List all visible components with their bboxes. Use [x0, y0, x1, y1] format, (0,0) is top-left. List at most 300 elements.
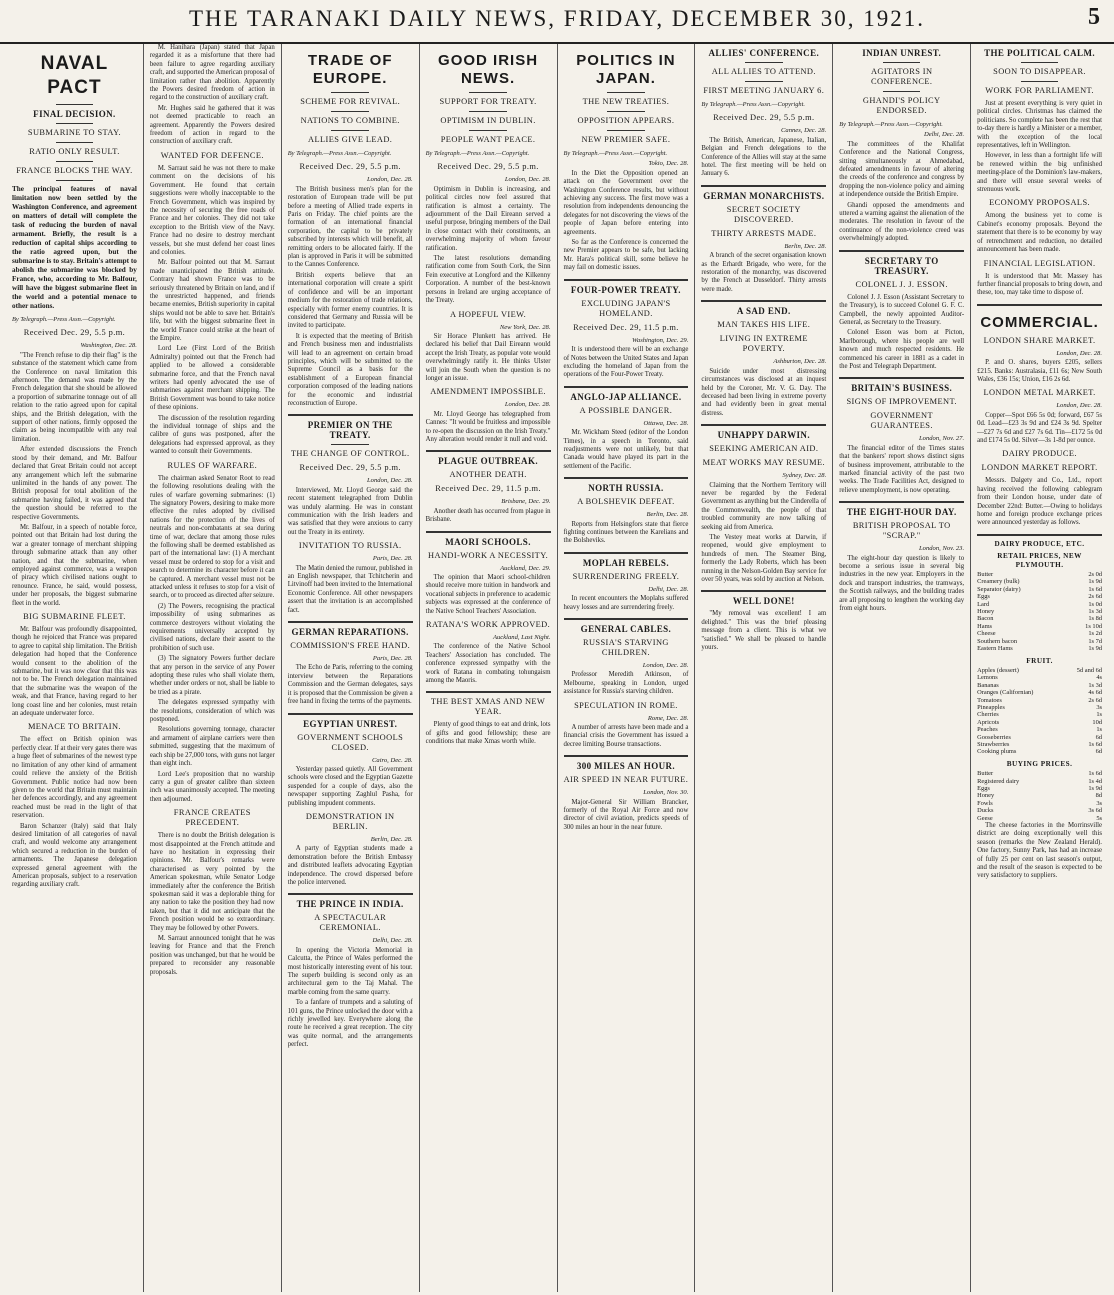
- price-row: [977, 741, 1102, 748]
- paragraph: Copper—Spot £66 5s 0d; forward, £67 5s 0d. Lead—£23 3s 9d and £24 3s 9d. Spelter—£27 7s 6d and £27 7s 6d. Tin—£172 5s 0d and £174 5s 0d. Silver—3s 1-8d per ounce.: [977, 411, 1102, 444]
- subhead: THIRTY ARRESTS MADE.: [711, 228, 817, 238]
- place-date: Cairo, Dec. 28.: [372, 756, 413, 764]
- headline-maori-schools: MAORI SCHOOLS.: [445, 536, 531, 547]
- subhead: FRANCE CREATES PRECEDENT.: [173, 808, 251, 828]
- subhead: AMENDMENT IMPOSSIBLE.: [430, 387, 546, 397]
- price-value: 1s 6d: [1088, 740, 1102, 748]
- subhead: MENACE TO BRITAIN.: [27, 722, 121, 732]
- subhead: LONDON SHARE MARKET.: [983, 335, 1096, 345]
- subhead: FINANCIAL LEGISLATION.: [983, 258, 1096, 268]
- price-value: 1s 8d: [1088, 615, 1102, 623]
- page-columns: [6, 44, 1108, 1292]
- price-value: 6d: [1095, 748, 1102, 756]
- price-item: Lemons: [977, 674, 998, 682]
- paragraph: In recent encounters the Moplahs suffered heavy losses and are surrendering freely.: [563, 595, 689, 611]
- price-row: [977, 586, 1102, 593]
- paragraph: Colonel Esson was born at Picton, Marlborough, where his people are well known and much respected residents. He commenced his career in 1881 as a cadet in the Post and Telegraph Department.: [839, 329, 965, 370]
- paragraph: Plenty of good things to eat and drink, lots of gifts and good fellowship; these are conditions that make Xmas worth while.: [425, 721, 551, 746]
- price-row: [977, 785, 1102, 792]
- subhead: THE CHANGE OF CONTROL.: [290, 449, 410, 459]
- price-item: Honey: [977, 608, 995, 616]
- subhead: A POSSIBLE DANGER.: [579, 405, 673, 415]
- price-item: Hams: [977, 622, 993, 630]
- paragraph: (2) The Powers, recognising the practical impossibility of using submarines as commerce destroyers without violating the requirements universally accepted by civilised nations, declare their assent to the prohibition of such use.: [149, 602, 275, 652]
- market-title: DAIRY PRODUCE, ETC.: [994, 539, 1085, 548]
- paragraph: The cheese factories in the Morrinsville district are doing exceptionally well this season (remarks the New Zealand Herald). One factory, Sunny Park, has had an increase of fully 25 per cent on last season's output, and the result of the season is expected to be very satisfactory to suppliers.: [977, 822, 1102, 880]
- column-trade-of-europe: [282, 44, 420, 1292]
- price-value: 1s 9d: [1088, 645, 1102, 653]
- subhead: HANDI-WORK A NECESSITY.: [428, 550, 549, 560]
- paragraph: Just at present everything is very quiet in political circles. Christmas has claimed the politicians. So complete has been the rest that to-day there is hardly a Minister or a member, with the exception of the local representatives, left in Wellington.: [977, 100, 1102, 150]
- paragraph: A number of arrests have been made and a financial crisis the Government has issued a decree limiting Bourse transactions.: [563, 724, 689, 748]
- paragraph: Colonel J. J. Esson (Assistant Secretary to the Treasury), is to succeed Colonel G. F. C. Campbell, the newly appointed Auditor-General, as Secretary to the Treasury.: [839, 293, 965, 326]
- price-item: Cheese: [977, 630, 996, 638]
- price-row: [977, 638, 1102, 645]
- price-row: [977, 800, 1102, 807]
- subhead: GHANDI'S POLICY ENDORSED.: [862, 96, 941, 115]
- paragraph: Professor Meredith Atkinson, of Melbourne, speaking in London, urged assistance for Russia's starving children.: [563, 671, 689, 696]
- subhead: SEEKING AMERICAN AID.: [709, 444, 819, 454]
- price-item: Lard: [977, 600, 990, 608]
- subhead: ALL ALLIES TO ATTEND.: [711, 67, 816, 76]
- price-item: Strawberries: [977, 740, 1010, 748]
- paragraph: The delegates expressed sympathy with the resolutions, consideration of which was postponed.: [149, 699, 275, 724]
- fruit-title: FRUIT.: [1026, 656, 1053, 665]
- market-subtitle: RETAIL PRICES, NEW PLYMOUTH.: [997, 552, 1082, 569]
- price-value: 3s: [1096, 703, 1102, 711]
- price-item: Fowls: [977, 799, 993, 807]
- price-value: 3s: [1096, 799, 1102, 807]
- price-item: Southern bacon: [977, 637, 1018, 645]
- paragraph: It is understood there will be an exchange of Notes between the United States and Japan excluding the homeland of Japan from the operations of the Four-Power Treaty.: [563, 346, 689, 379]
- paragraph: The discussion of the resolution regarding the individual tonnage of ships and the calibre of guns was postponed, after the delegations had expressed approval, as they wanted to consult their Governments.: [149, 414, 275, 456]
- received-time: Received Dec. 29, 5.5 p.m.: [437, 162, 539, 172]
- headline-north-russia: NORTH RUSSIA.: [588, 483, 664, 494]
- place-date: Paris, Dec. 28.: [372, 555, 413, 563]
- price-value: 6d: [1095, 733, 1102, 741]
- price-row: [977, 645, 1102, 652]
- place-date: Ashburton, Dec. 28.: [773, 358, 827, 366]
- subhead: AIR SPEED IN NEAR FUTURE.: [563, 775, 689, 785]
- paragraph: In opening the Victoria Memorial in Calcutta, the Prince of Wales performed the most historically interesting event of his tour. The superb building is second only as an architectural gem to the Taj Mahal. The marble coming from the same quarry.: [287, 946, 413, 996]
- place-date: Washington, Dec. 28.: [80, 342, 137, 350]
- place-date: London, Dec. 28.: [1056, 349, 1102, 357]
- subhead: ALLIES GIVE LEAD.: [308, 135, 393, 144]
- subhead: RATANA'S WORK APPROVED.: [426, 620, 551, 630]
- dateline: By Telegraph.—Press Assn.—Copyright.: [287, 150, 392, 157]
- place-date: Paris, Dec. 28.: [372, 655, 413, 663]
- paragraph: Lord Lee (First Lord of the British Admiralty) pointed out that the French had applied to be allowed a considerable submarine force, and that the French naval writers had openly advocated the use of submarines against merchant shipping. The British Government was bound to take notice of these opinions.: [149, 345, 275, 412]
- paragraph: Another death has occurred from plague in Brisbane.: [425, 507, 551, 524]
- price-value: 1s 3d: [1088, 681, 1102, 689]
- subhead: A HOPEFUL VIEW.: [449, 309, 527, 319]
- price-row: [977, 578, 1102, 585]
- headline-anglo-jap-alliance: ANGLO-JAP ALLIANCE.: [570, 391, 682, 402]
- paragraph: In the Diet the Opposition opened an attack on the Government over the Washington Conference results, but without achieving any success. The first move was a resolution from independents denouncing the delegates for not discovering the views of the people of Japan before entering into agreements.: [563, 169, 689, 236]
- subhead: SCHEME FOR REVIVAL.: [300, 97, 401, 106]
- subhead: LONDON METAL MARKET.: [983, 388, 1096, 398]
- place-date: Auckland, Last Night.: [492, 634, 551, 642]
- headline-premier-on-treaty: PREMIER ON THE TREATY.: [307, 420, 393, 441]
- paragraph: So far as the Conference is concerned the new Premier appears to be safe, but lacking Mr. Hara's political skill, some believe he may fail on domestic issues.: [563, 239, 689, 272]
- subhead: SUPPORT FOR TREATY.: [439, 97, 537, 106]
- price-item: Butter: [977, 571, 994, 579]
- paragraph: M. Hanihara (Japan) stated that Japan regarded it as a misfortune that there had been failure to agree regarding auxiliary craft, and supported the American proposal of limitation rather than abolition. Apparently the Powers desired freedom of action in regard to the construction of auxiliary craft.: [149, 44, 275, 102]
- paragraph: The British, American, Japanese, Italian, Belgian and French delegations to the Conference of the Allies will stay at the same hotel. The first meeting will be held on January 6.: [701, 136, 827, 178]
- price-value: 1s 3d: [1088, 608, 1102, 616]
- headline-political-calm: THE POLITICAL CALM.: [984, 48, 1095, 58]
- paragraph: Sir Horace Plunkett has arrived. He declared his belief that Dail Eireann would accept the Irish Treaty, as popular vote would overwhelmingly ratify it. He thinks Ulster will join the South when the question is no longer an issue.: [425, 332, 551, 382]
- paragraph: The chairman asked Senator Root to read the following resolutions dealing with the rules of warfare governing submarines: (1) The signatory Powers, desiring to make more effective the rules adopted by civilised nations for the protection of the lives of neutrals and non-combatants at sea during time of war, declare that among those rules the following shall be deemed established as part of the international law: (1) A merchant vessel must be ordered to stop for a visit and search to determine its character before it can be captured. A merchant vessel must not be attacked unless it refuses to stop for a visit of search, or to proceed as directed after seizure.: [149, 474, 275, 600]
- price-item: Eggs: [977, 785, 990, 792]
- subhead: THE BEST XMAS AND NEW YEAR.: [430, 697, 546, 717]
- headline-plague-outbreak: PLAGUE OUTBREAK.: [438, 456, 539, 467]
- subhead: FIRST MEETING JANUARY 6.: [703, 86, 825, 95]
- price-value: 4s: [1096, 674, 1102, 682]
- paragraph: British experts believe that an international corporation will create a spirit of confidence and will be an important medium for the restoration of trade relations, especially with former enemy countries. It is considered that Germany and Russia will be invited to participate.: [287, 271, 413, 330]
- place-date: London, Dec. 28.: [367, 477, 413, 485]
- paragraph: Resolutions governing tonnage, character and armament of airplane carriers were then submitted, suggesting that the maximum of each ship be 27,000 tons, with guns not larger than eight inch.: [149, 726, 275, 768]
- headline-trade-of-europe: TRADE OF EUROPE.: [307, 52, 393, 87]
- paragraph: (3) The signatory Powers further declare that any person in the service of any Power adopting these rules who shall violate them, whether under orders or not, shall be liable to be tried as a pirate.: [149, 655, 275, 696]
- paragraph: The financial editor of the Times states that the bankers' report shows distinct signs of business improvement, attributable to the marked financial activity of the past two weeks. The Trade Facilities Act, designed to relieve unemployment, is now operating.: [839, 444, 965, 494]
- subhead: PEOPLE WANT PEACE.: [440, 135, 536, 144]
- place-date: Berlin, Dec. 28.: [784, 242, 827, 250]
- buying-prices-table: [977, 770, 1102, 822]
- paragraph: The opinion that Maori school-children should receive more tuition in handwork and vocational subjects in preference to academic subjects was expressed at the conference of the Native School Teachers' Association.: [425, 574, 551, 615]
- price-item: Creamery (bulk): [977, 578, 1020, 586]
- dateline: By Telegraph.—Press Assn.—Copyright.: [12, 316, 116, 323]
- paragraph: Interviewed, Mr. Lloyd George said the recent statement telegraphed from Dublin was unduly alarming. He was in constant communication with the Irish leaders and was satisfied that they were anxious to carry out the Treaty in its entirety.: [287, 486, 413, 536]
- price-value: 1s: [1096, 726, 1102, 734]
- price-value: 1s 9d: [1088, 578, 1102, 586]
- subhead: MEAT WORKS MAY RESUME.: [702, 458, 825, 468]
- retail-prices-table: [977, 571, 1102, 652]
- headline-egyptian-unrest: EGYPTIAN UNREST.: [303, 718, 398, 729]
- paragraph: There is no doubt the British delegation is most disappointed at the French attitude and have no hesitation in expressing their opinions. Mr. Balfour's remarks were characterised as very pointed by the American spokesman, while Senator Lodge immediately after the conference the British spokesman said it was a deplorable thing for any nation to take the position they had now taken, but that it did not anticipate that the French position would be so extraordinary. They may be followed by other Powers.: [149, 832, 275, 932]
- paragraph: Messrs. Dalgety and Co., Ltd., report having received the following cablegram from their London house, under date of December 22nd: Butter.—Owing to holidays home and foreign produce exchange prices were announced yesterday as follows.: [977, 477, 1102, 527]
- paragraph: Ghandi opposed the amendments and uttered a warning against the alienation of the moderates. The resolution in favour of the continuance of the non-violence creed was overwhelmingly adopted.: [839, 201, 965, 243]
- price-item: Pineapples: [977, 703, 1005, 711]
- subhead: A BOLSHEVIK DEFEAT.: [577, 497, 675, 507]
- price-row: [977, 726, 1102, 733]
- paragraph: Mr. Balfour, in a speech of notable force, pointed out that Britain had lost during the war a greater tonnage of merchant shipping through submarine attack than any other nation, and that the submarine, when employed against commerce, was a weapon of piracy which civilised nations ought to renounce. France, he said, would possess, under her proposals, the biggest submarine fleet in the world.: [12, 523, 137, 607]
- subhead: GOVERNMENT SCHOOLS CLOSED.: [297, 732, 404, 752]
- paragraph: The British business men's plan for the restoration of European trade will be put before a meeting of Allied trade experts in Paris on Friday. The chief points are the formation of an international financial corporation, the capital to be privately subscribed by interests which will benefit, all remitting orders to be allocated fairly. If the plan is approved in Paris it will be submitted to the Cannes Conference.: [287, 185, 413, 269]
- paragraph: "The French refuse to dip their flag" is the substance of the statement which came from the Conference on naval limitation this afternoon. The demand was made by the French delegation that she should be allowed a proportion of submarine tonnage out of all relation to the ratio agreed upon for capital ships, and the British delegation, with the support of other nations, firmly opposed the claim as being incompatible with any real limitation.: [12, 351, 137, 443]
- headline-four-power-treaty: FOUR-POWER TREATY.: [570, 284, 681, 295]
- headline-naval-pact: NAVAL PACT: [40, 53, 109, 98]
- subhead: LONDON MARKET REPORT.: [981, 463, 1098, 473]
- subhead: NEW PREMIER SAFE.: [581, 135, 671, 144]
- price-value: 8d: [1095, 792, 1102, 800]
- paragraph: The Vestey meat works at Darwin, if reopened, would give employment to hundreds of men. The Steamer Bing, formerly the Lady Roberts, which has been running in the Nelson-Golden Bay service for over 50 years, was sold by auction at Nelson.: [701, 533, 827, 583]
- headline-allies-conference: ALLIES' CONFERENCE.: [708, 48, 820, 58]
- place-date: London, Nov. 30.: [643, 789, 689, 797]
- price-value: 1s 7d: [1088, 637, 1102, 645]
- subhead: FINAL DECISION.: [33, 109, 116, 119]
- place-date: London, Dec. 28.: [504, 401, 551, 409]
- paragraph: Among the business yet to come is Cabinet's economy proposals. Beyond the statement that there is to be economy by way of retrenchment and reduction, no detailed announcement has been made.: [977, 212, 1102, 254]
- dateline: By Telegraph.—Press Assn.—Copyright.: [425, 150, 530, 157]
- price-value: 1s 10d: [1085, 622, 1102, 630]
- paragraph: Reports from Helsingfors state that fierce fighting continues between the Karelians and the Bolsheviks.: [563, 520, 689, 545]
- headline-moplah-rebels: MOPLAH REBELS.: [582, 557, 669, 568]
- place-date: London, Dec. 28.: [1056, 402, 1102, 410]
- subhead: ECONOMY PROPOSALS.: [989, 198, 1091, 208]
- subhead: SPECULATION IN ROME.: [574, 700, 678, 710]
- price-value: 2s 6d: [1088, 696, 1102, 704]
- price-value: 1s 0d: [1088, 600, 1102, 608]
- subhead: MAN TAKES HIS LIFE.: [717, 320, 811, 330]
- place-date: Auckland, Dec. 29.: [500, 564, 551, 572]
- headline-a-sad-end: A SAD END.: [736, 306, 791, 317]
- subhead: BRITISH PROPOSAL TO "SCRAP.": [852, 521, 951, 541]
- subhead: EXCLUDING JAPAN'S HOMELAND.: [581, 298, 671, 318]
- price-row: [977, 815, 1102, 822]
- price-row: [977, 571, 1102, 578]
- price-value: 3s 6d: [1088, 807, 1102, 815]
- price-item: Butter: [977, 770, 994, 778]
- headline-german-reparations: GERMAN REPARATIONS.: [291, 627, 409, 638]
- place-date: Delhi, Dec. 28.: [924, 131, 965, 139]
- price-item: Eggs: [977, 593, 990, 601]
- price-value: 5d and 6d: [1076, 666, 1102, 674]
- headline-good-irish-news: GOOD IRISH NEWS.: [438, 52, 539, 87]
- paragraph: Yesterday passed quietly. All Government schools were closed and the Egyptian Gazette suspended for a couple of days, also the newspaper supporting Zaghlul Pasha, for publishing impudent comments.: [287, 765, 413, 807]
- price-item: Cherries: [977, 711, 999, 719]
- paragraph: The conference of the Native School Teachers' Association has concluded. The conference expressed sympathy with the work of Ratana in combating tohungaism among the Maoris.: [425, 643, 551, 685]
- paragraph: The Matin denied the rumour, published in an English newspaper, that Tchitcherin and Litvinoff had been invited to the International Economic Conference. All other newspapers assert that the invitation is an accomplished fact.: [287, 564, 413, 614]
- newspaper-title: THE TARANAKI DAILY NEWS, FRIDAY, DECEMBER 30, 1921.: [188, 6, 926, 31]
- place-date: Berlin, Dec. 28.: [646, 511, 689, 519]
- headline-300-miles-an-hour: 300 MILES AN HOUR.: [576, 761, 676, 772]
- paragraph: The committees of the Khalifat Conference and the National Congress, sitting simultaneously at Ahmedabad, defeated amendments in favour of altering the creeds of the conference and congress by dropping the non-violence policy and aiming at independence outside the British Empire.: [839, 140, 965, 199]
- headline-eight-hour-day: THE EIGHT-HOUR DAY.: [846, 507, 957, 518]
- price-item: Apricots: [977, 718, 1000, 726]
- place-date: Delhi, Dec. 28.: [648, 585, 689, 593]
- paragraph: It is understood that Mr. Massey has further financial proposals to bring down, and these, too, may take time to dispose of.: [977, 272, 1102, 297]
- subhead: BIG SUBMARINE FLEET.: [23, 612, 126, 621]
- place-date: London, Nov. 23.: [919, 545, 965, 553]
- price-item: Gooseberries: [977, 733, 1011, 741]
- received-time: Received Dec. 29, 11.5 p.m.: [435, 484, 541, 494]
- received-time: Received Dec. 29, 5.5 p.m.: [23, 328, 126, 338]
- price-row: [977, 807, 1102, 814]
- price-value: 4s 6d: [1088, 689, 1102, 697]
- paragraph: The eight-hour day question is likely to become a serious issue in several big industries in the new year. Employers in the dock and transport industries, the tramways, the Scottish railways, and the building trades are all proposing to lengthen the working day from eight hours.: [839, 554, 965, 613]
- place-date: London, Dec. 28.: [367, 176, 413, 184]
- price-item: Cooking plums: [977, 748, 1017, 756]
- subhead: GOVERNMENT GUARANTEES.: [870, 411, 933, 431]
- price-item: Ducks: [977, 807, 994, 815]
- dateline: By Telegraph.—Press Assn.—Copyright.: [701, 101, 805, 108]
- price-value: 1s 4d: [1088, 777, 1102, 785]
- fruit-prices-table: [977, 667, 1102, 756]
- subhead: SIGNS OF IMPROVEMENT.: [846, 397, 957, 407]
- subhead: LIVING IN EXTREME POVERTY.: [719, 334, 808, 354]
- subhead: OPPOSITION APPEARS.: [577, 116, 675, 125]
- subhead: SUBMARINE TO STAY.: [27, 128, 121, 137]
- place-date: Tokio, Dec. 28.: [648, 160, 689, 168]
- subhead: SOON TO DISAPPEAR.: [993, 67, 1086, 76]
- headline-well-done: WELL DONE!: [732, 596, 795, 607]
- price-row: [977, 623, 1102, 630]
- price-row: [977, 719, 1102, 726]
- paragraph: M. Sarraut announced tonight that he was leaving for France and that the French position was unchanged, but that he would be prepared to reconsider any reasonable proposals.: [149, 935, 275, 976]
- place-date: Washington, Dec. 29.: [632, 336, 689, 344]
- price-value: 1s 6d: [1088, 770, 1102, 778]
- price-value: 1s 9d: [1088, 785, 1102, 792]
- subhead: DEMONSTRATION IN BERLIN.: [305, 811, 395, 831]
- headline-commercial: COMMERCIAL.: [980, 313, 1099, 331]
- paragraph: To a fanfare of trumpets and a saluting of 101 guns, the Prince unlocked the door with a richly jewelled key. Everywhere along the route he received a great reception. The city was quite normal, and the arrangements perfect.: [287, 999, 413, 1049]
- subhead: OPTIMISM IN DUBLIN.: [440, 116, 536, 125]
- paragraph: Mr. Balfour pointed out that M. Sarraut made unanticipated the British attitude. Contrary had shown France was to be seriously threatened by Britain on land, and if the unrestricted happened, and friends became enemies, British superiority in capital ships would not be able to save her. Britain's life, but with the biggest submarine fleet in the world France could strike at the heart of the Empire.: [149, 259, 275, 342]
- paragraph: Baron Schanzer (Italy) said that Italy desired limitation of all categories of naval craft, and would welcome any arrangement which secured a reduction in the burden of armaments. The Japanese delegation expressed general agreement with the American proposals, subject to a reservation regarding auxiliary craft.: [12, 822, 137, 889]
- price-value: 2s 0d: [1088, 571, 1102, 579]
- subhead: INVITATION TO RUSSIA.: [298, 541, 402, 551]
- paragraph: It is expected that the meeting of British and French business men and industrialists will lead to an agreement on certain broad principles, which will be submitted to the Supreme Council as a basis for the establishment of a European financial corporation composed of the leading nations for the economic and industrial reconstruction of Europe.: [287, 332, 413, 407]
- price-item: Bacon: [977, 615, 994, 623]
- price-item: Tomatoes: [977, 696, 1002, 704]
- price-item: Bananas: [977, 681, 999, 689]
- subhead: FRANCE BLOCKS THE WAY.: [16, 166, 133, 175]
- place-date: London, Nov. 27.: [919, 435, 965, 443]
- place-date: Delhi, Dec. 28.: [372, 937, 413, 945]
- price-row: [977, 615, 1102, 622]
- place-date: Berlin, Dec. 28.: [370, 835, 413, 843]
- price-item: Apples (dessert): [977, 666, 1019, 674]
- price-value: 1s 6d: [1088, 585, 1102, 593]
- headline-secretary-to-treasury: SECRETARY TO TREASURY.: [864, 255, 939, 276]
- buying-title: BUYING PRICES.: [1006, 759, 1073, 768]
- paragraph: After extended discussions the French stood by their demand, and Mr. Balfour declared that Great Britain could not accept any arrangement which left the submarine unlimited in the hands of any power. The British proposal for total abolition of the submarine having failed, it was agreed that the question should be referred to the respective Governments.: [12, 446, 137, 521]
- price-row: [977, 630, 1102, 637]
- paragraph: The latest resolutions demanding ratification come from South Cork, the Sinn Fein executive at Longford and the Kilkenny Corporation. A number of the best-known persons in Ireland are urging acceptance of the Treaty.: [425, 255, 551, 305]
- price-item: Registered dairy: [977, 777, 1020, 785]
- paragraph: Mr. Hughes said he gathered that it was not deemed practicable to reach an agreement. Apparently the Powers desired freedom of action in regard to the construction of auxiliary craft.: [149, 104, 275, 146]
- subhead: RATIO ONLY RESULT.: [29, 147, 120, 156]
- headline-general-cables: GENERAL CABLES.: [580, 624, 672, 634]
- paragraph: Major-General Sir William Brancker, formerly of the Royal Air Force and now director of civil aviation, predicts speeds of 300 miles an hour in the near future.: [563, 798, 689, 831]
- price-row: [977, 682, 1102, 689]
- price-value: 5s: [1096, 814, 1102, 822]
- paragraph: The Echo de Paris, referring to the coming interview between the Reparations Commission and the German delegates, says it is proposed that the Commission be given a free hand in fixing the terms of the payments.: [287, 664, 413, 706]
- subhead: NATIONS TO COMBINE.: [300, 116, 400, 125]
- headline-german-monarchists: GERMAN MONARCHISTS.: [703, 190, 825, 201]
- price-row: [977, 792, 1102, 799]
- subhead: AGITATORS IN CONFERENCE.: [870, 67, 933, 86]
- column-allies-conference: [695, 44, 833, 1292]
- received-time: Received Dec. 29, 5.5 p.m.: [299, 162, 401, 172]
- price-value: 10d: [1092, 718, 1102, 726]
- price-item: Peaches: [977, 726, 998, 734]
- subhead: A SPECTACULAR CEREMONIAL.: [314, 913, 387, 933]
- price-row: [977, 734, 1102, 741]
- subhead: WANTED FOR DEFENCE.: [160, 150, 264, 160]
- received-time: Received Dec. 29, 5.5 p.m.: [713, 113, 815, 123]
- paragraph: Claiming that the Northern Territory will never be regarded by the Federal Government as anything but the Cinderella of the Commonwealth, the people of that troubled community are now talking of seeking aid from America.: [701, 481, 827, 531]
- place-date: Cannes, Dec. 28.: [781, 127, 827, 135]
- paragraph: Mr. Balfour was profoundly disappointed, though he rejoiced that France was prepared to agree to capital ship limitation. The British delegation had hoped that the Conference would consent to the abolition of the submarine, but it was now clear that this was not to be. The French delegation maintained that the submarine was the weapon of the weak, and that France, having regard to her long coast line and her colonies, must retain an adequate underwater force.: [12, 626, 137, 718]
- price-row: [977, 748, 1102, 755]
- subhead: ANOTHER DEATH.: [449, 470, 527, 480]
- price-item: Separator (dairy): [977, 585, 1021, 593]
- subhead: SECRET SOCIETY DISCOVERED.: [726, 204, 801, 224]
- price-value: 1s: [1096, 711, 1102, 719]
- paragraph: Suicide under most distressing circumstances was disclosed at an inquest held by the Coroner, Mr. V. G. Day. The deceased had been living in extreme poverty and had evidently been in great mental distress.: [701, 367, 827, 417]
- price-row: [977, 697, 1102, 704]
- paragraph: Optimism in Dublin is increasing, and political circles now feel assured that ratification is almost a certainty. The adjournment of the Dail Eireann served a useful purpose, bringing members of the Dail in close contact with their constituents, an overwhelming majority of whom favour ratification.: [425, 185, 551, 252]
- headline-unhappy-darwin: UNHAPPY DARWIN.: [717, 430, 810, 441]
- paragraph: Lord Lee's proposition that no warship carry a gun of greater calibre than sixteen inch was unanimously accepted. The meeting then adjourned.: [149, 770, 275, 803]
- place-date: London, Dec. 28.: [642, 662, 689, 669]
- price-row: [977, 601, 1102, 608]
- price-item: Geese: [977, 814, 993, 822]
- paragraph: A party of Egyptian students made a demonstration before the British Embassy and distributed leaflets advocating Egyptian independence. The crowd dispersed before the police intervened.: [287, 845, 413, 886]
- column-indian-unrest: [833, 44, 971, 1292]
- price-item: Eastern Hams: [977, 645, 1013, 653]
- headline-indian-unrest: INDIAN UNREST.: [862, 48, 942, 58]
- price-item: Honey: [977, 792, 995, 800]
- place-date: London, Dec. 28.: [504, 176, 551, 184]
- subhead: COLONEL J. J. ESSON.: [855, 279, 948, 289]
- paragraph: The effect on British opinion was perfectly clear. If at their very gates there was a huge fleet of submarines of the newest type no limitation of any other kind of armament could relieve the anxiety of the British Government. Public notice had now been given to the world that Britain must maintain her defences accordingly, and any agreement reached must be read in the light of that reservation.: [12, 736, 137, 820]
- price-value: 1s 2d: [1088, 630, 1102, 638]
- paragraph: A branch of the secret organisation known as the Erhardt Brigade, who were, for the restoration of the monarchy, was discovered by the French at Dusseldorf. Thirty arrests were made.: [701, 252, 827, 293]
- paragraph: Mr. Lloyd George has telegraphed from Cannes: "It would be fruitless and impossible to re-open the discussion on the Irish Treaty." Any alteration would render it null and void.: [425, 410, 551, 443]
- price-row: [977, 704, 1102, 711]
- price-row: [977, 674, 1102, 681]
- subhead: RUSSIA'S STARVING CHILDREN.: [583, 638, 669, 657]
- price-row: [977, 593, 1102, 600]
- paragraph: P. and O. shares, buyers £205, sellers £215. Banks: Australasia, £11 6s; New South Wales, £36 15s; Union, £16 2s 6d.: [977, 359, 1102, 383]
- masthead: [0, 0, 1114, 44]
- article-lede: The principal features of naval limitation now been settled by the Washington Conference, and agreement on matters of detail will complete the task of reducing the burden of naval armament. Briefly, the result is a reduction of capital ships according to the ratio agreed upon, but the submarine is to stay. Britain's attempt to abolish the submarine was blocked by France, who, according to Mr. Balfour, will have the biggest submarine fleet in the world and a potential menace to other nations.: [12, 185, 137, 310]
- price-row: [977, 689, 1102, 696]
- headline-britains-business: BRITAIN'S BUSINESS.: [851, 383, 953, 394]
- price-row: [977, 770, 1102, 777]
- column-politics-in-japan: [558, 44, 696, 1292]
- received-time: Received Dec. 29, 11.5 p.m.: [573, 322, 679, 332]
- column-naval-continued: [144, 44, 282, 1292]
- paragraph: Mr. Wickham Steed (editor of the London Times), in a speech in Toronto, said readjustments were not unlikely, but that Canada would have played its part in the settlement of the Pacific.: [563, 429, 689, 470]
- subhead: RULES OF WARFARE.: [167, 460, 258, 470]
- subhead: WORK FOR PARLIAMENT.: [985, 86, 1094, 95]
- dateline: By Telegraph.—Press Assn.—Copyright.: [839, 121, 943, 128]
- place-date: New York, Dec. 28.: [499, 323, 551, 331]
- price-row: [977, 608, 1102, 615]
- place-date: Ottawa, Dec. 28.: [643, 419, 689, 427]
- place-date: Brisbane, Dec. 29.: [501, 498, 551, 506]
- place-date: Rome, Dec. 28.: [647, 714, 689, 722]
- subhead: DAIRY PRODUCE.: [1002, 449, 1077, 459]
- headline-politics-in-japan: POLITICS IN JAPAN.: [576, 52, 676, 87]
- price-row: [977, 778, 1102, 785]
- paragraph: "My removal was excellent! I am delighted." This was the brief pleasing message from a client. This is what we "satisfied." We shall be pleased to handle yours.: [701, 610, 827, 652]
- column-good-irish-news: [420, 44, 558, 1292]
- subhead: COMMISSION'S FREE HAND.: [290, 641, 411, 651]
- paragraph: M. Sarraut said he was not there to make comment on the decisions of his Government. He found that certain suggestions were wholly inacceptable to the French Government, which was inspired by the necessity of securing the free roads of France and her colonies. They did not take exception to the British view of the Navy. France had no desire to destroy merchant vessels, but she must defend her coast lines and colonies.: [149, 164, 275, 256]
- subhead: SURRENDERING FREELY.: [572, 571, 680, 581]
- price-row: [977, 667, 1102, 674]
- subhead: THE NEW TREATIES.: [582, 97, 670, 106]
- price-item: Oranges (Californian): [977, 689, 1034, 697]
- price-row: [977, 711, 1102, 718]
- dateline: By Telegraph.—Press Assn.—Copyright.: [563, 150, 668, 157]
- column-naval-pact: [6, 44, 144, 1292]
